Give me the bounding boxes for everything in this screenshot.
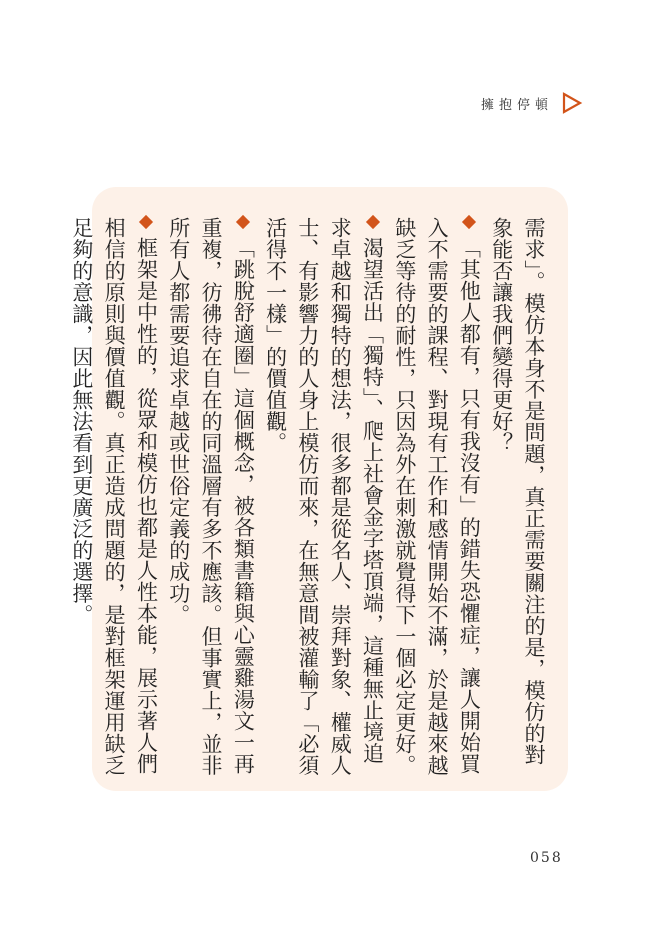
paragraph-text: 「跳脫舒適圈」這個概念，被各類書籍與心靈雞湯文一再重複，彷彿待在自在的同溫層有多不應該。但事實上，並非所有人都需要追求卓越或世俗定義的成功。 [166,217,256,776]
bullet-paragraph [259,217,388,777]
diamond-bullet-icon [462,215,476,229]
diamond-bullet-icon [365,215,379,229]
bullet-paragraph [162,217,259,777]
paragraph-text: 渴望活出「獨特」、爬上社會金字塔頂端，這種無止境追求卓越和獨特的想法，很多都是從名人、崇拜對象、權威人士、有影響力的人身上模仿而來，在無意間被灌輸了「必須活得不一樣」的價值觀。 [263,217,385,776]
content-card [69,187,568,791]
vertical-text-body [69,217,550,777]
paragraph-continuation [485,217,550,777]
running-header-title: 擁抱停頓 [480,97,553,113]
page-number: 058 [530,850,563,866]
bullet-paragraph [66,217,163,777]
paragraph-text: 「其他人都有，只有我沒有」的錯失恐懼症，讓人開始買入不需要的課程、對現有工作和感情開始不滿，於是越來越缺乏等待的耐性，只因為外在刺激就覺得下一個必定更好。 [392,217,482,776]
bullet-paragraph [389,217,486,777]
paragraph-text: 需求」。模仿本身不是問題，真正需要關注的是，模仿的對象能否讓我們變得更好？ [489,217,546,766]
running-header [481,92,583,114]
diamond-bullet-icon [236,215,250,229]
play-triangle-outline-icon [561,92,583,114]
paragraph-text: 框架是中性的，從眾和模仿也都是人性本能，展示著人們相信的原則與價值觀。真正造成問題的，是對框架運用缺乏足夠的意識，因此無法看到更廣泛的選擇。 [69,217,159,776]
diamond-bullet-icon [139,215,153,229]
